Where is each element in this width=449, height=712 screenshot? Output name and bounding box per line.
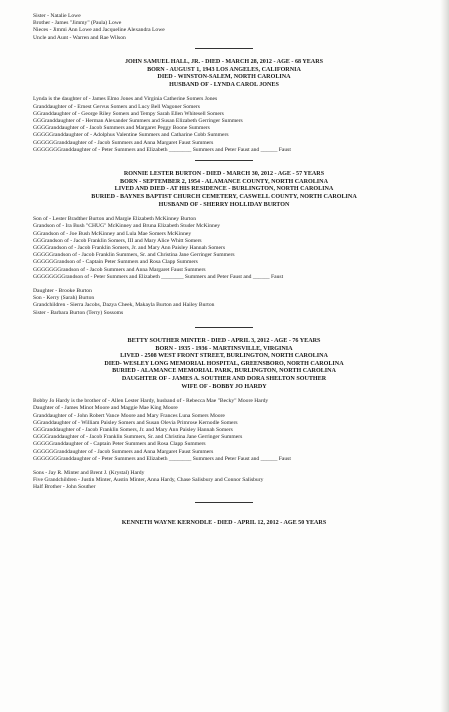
- lineage-line: GGGGGrandson of - Jacob Franklin Summers, Sr. and Christina Jane Gerringer Summers: [33, 252, 235, 259]
- family-line: Half Brother - John Souther: [33, 484, 96, 491]
- intro-line: Nieces - Jimmi Ann Lowe and Jacqueline Alexandra Lowe: [33, 27, 165, 34]
- family-line: Five Grandchildren - Justin Minter, Austin Minter, Anna Hardy, Chase Salisbury and Connor Salisbury: [33, 477, 264, 484]
- lineage-line: GGGGranddaughter of - Jacob Summers and Margaret Peggy Boone Summers: [33, 125, 210, 132]
- intro-block: [33, 13, 429, 42]
- lineage-line: GGGGGGranddaughter of - Jacob Summers and Anna Margaret Faust Summers: [33, 139, 214, 146]
- lineage-line: Lynda is the daughter of - James Elmo Jones and Virginia Catherine Somers Jones: [33, 96, 218, 103]
- intro-line: Brother - James "Jimmy" (Paula) Lowe: [33, 20, 122, 27]
- obituary-entry-hall: [33, 59, 429, 154]
- lineage-line: Granddaughter of - John Robert Vance Moore and Mary Frances Luna Somers Moore: [33, 412, 225, 419]
- family-line: Grandchildren - Sierra Jacobs, Dazya Cheek, Makayla Burton and Hailey Burton: [33, 302, 215, 309]
- lineage-line: GGGrandson of - Jacob Franklin Somers, III and Mary Alice Whitt Somers: [33, 237, 202, 244]
- family-line: Son - Kerry (Sarah) Burton: [33, 295, 95, 302]
- lineage-line: GGGGGGGGrandson of - Peter Summers and Elizabeth ________ Summers and Peter Faust and ______ Faust: [33, 273, 284, 280]
- entry-header-line: WIFE OF - BOBBY JO HARDY: [181, 383, 267, 390]
- obituary-entry-minter: [33, 338, 429, 492]
- intro-line: Sister - Natalie Lowe: [33, 13, 81, 19]
- entry-header-line: BURIED - BAYNES BAPTIST CHURCH CEMETERY, CASWELL COUNTY, NORTH CAROLINA: [91, 194, 357, 200]
- lineage-line: GGGGGGrandson of - Captain Peter Summers and Rosa Clapp Summers: [33, 259, 198, 266]
- intro-line: Uncle and Aunt - Warren and Rae Wilson: [33, 34, 126, 41]
- family-line: Sister - Barbara Burton (Terry) Sossoms: [33, 309, 124, 316]
- lineage-line: Grandson of - Ira Bush "CHUG" McKinney and Bruna Elizabeth Studer McKinney: [33, 223, 221, 230]
- page-fold-shadow: [440, 0, 449, 712]
- entry-header-line: RONNIE LESTER BURTON - DIED - MARCH 30, 2012 - AGE - 57 YEARS: [123, 171, 325, 178]
- lineage-line: GGGGGGGranddaughter of - Peter Summers and Elizabeth ________ Summers and Peter Faust and ______ Faust: [33, 146, 291, 153]
- obituary-entry-burton: [33, 171, 429, 317]
- lineage-line: Bobby Jo Hardy is the brother of - Allen Lester Hardy, husband of - Rebecca Mae "Becky" Moore Hardy: [33, 398, 269, 405]
- lineage-line: GGGGrandson of - Jacob Franklin Somers, Jr. and Mary Ann Paisley Hannah Somers: [33, 245, 226, 251]
- lineage-line: GGranddaughter of - George Riley Somers and Tempy Sarah Ellen Whitesell Somers: [33, 110, 224, 117]
- lineage-line: Son of - Lester Bradther Burton and Margie Elizabeth McKinney Burton: [33, 216, 197, 223]
- section-divider: [33, 324, 429, 331]
- section-divider: [33, 499, 429, 506]
- entry-header-line: BURIED - ALAMANCE MEMORIAL PARK, BURLINGTON, NORTH CAROLINA: [112, 368, 336, 375]
- entry-header-line: LIVED AND DIED - AT HIS RESIDENCE - BURLINGTON, NORTH CAROLINA: [114, 186, 334, 193]
- section-divider: [33, 45, 429, 52]
- lineage-line: GGGranddaughter of - Jacob Franklin Somers, Jr. and Mary Ann Paisley Hannah Somers: [33, 427, 233, 433]
- entry-header-line: BORN - 1935 - 1936 - MARTINSVILLE, VIRGINIA: [155, 345, 293, 352]
- family-line: Sons - Jay R. Minter and Brent J. (Krystal) Hardy: [33, 470, 145, 477]
- entry-header-line: DIED- WESLEY LONG MEMORIAL HOSPITAL, GREENSBORO, NORTH CAROLINA: [104, 360, 344, 367]
- entry-header-line: HUSBAND OF - LYNDA CAROL JONES: [169, 81, 279, 88]
- entry-header-line: LIVED - 2508 WEST FRONT STREET, BURLINGTON, NORTH CAROLINA: [120, 353, 328, 360]
- lineage-line: Granddaughter of - Ernest Gervus Somers and Lucy Bell Wagoner Somers: [33, 103, 200, 110]
- lineage-line: GGGGGGranddaughter of - Jacob Summers and Anna Margaret Faust Summers: [33, 448, 214, 455]
- entry-header-line: DIED - WINSTON-SALEM, NORTH CAROLINA: [157, 74, 291, 81]
- lineage-line: GGGGranddaughter of - Jacob Franklin Summers, Sr. and Christina Jane Gerringer Summers: [33, 434, 243, 441]
- entry-header-line: BORN - AUGUST 1, 1943 LOS ANGELES, CALIFORNIA: [147, 66, 301, 73]
- lineage-line: Daughter of - James Minot Moore and Maggie Mae King Moore: [33, 405, 178, 412]
- family-line: Daughter - Brooke Burton: [33, 288, 92, 295]
- lineage-line: GGGGGGGrandson of - Jacob Summers and Anna Margaret Faust Summers: [33, 266, 206, 273]
- lineage-line: GGGGGranddaughter of - Captain Peter Summers and Rosa Clapp Summers: [33, 441, 206, 448]
- entry-header-line: BETTY SOUTHER MINTER - DIED - APRIL 3, 2012 - AGE - 76 YEARS: [127, 338, 321, 345]
- entry-header-line: HUSBAND OF - SHERRY HOLLIDAY BURTON: [158, 201, 290, 208]
- lineage-line: GGranddaughter of - William Paisley Somers and Susan Olevia Primrose Kernodle Somers: [33, 419, 238, 426]
- lineage-line: GGGGGranddaughter of - Adolphus Valentine Summers and Catharine Cobb Summers: [33, 132, 229, 139]
- entry-header-line: BORN - SEPTEMBER 2, 1954 - ALAMANCE COUNTY, NORTH CAROLINA: [120, 178, 328, 185]
- lineage-line: GGrandson of - Joe Bush McKinney and Lula Mae Somers McKinney: [33, 230, 192, 237]
- section-divider: [33, 157, 429, 164]
- entry-header-line: DAUGHTER OF - JAMES A. SOUTHER AND DORA SHELTON SOUTHER: [121, 376, 327, 382]
- lineage-line: GGGranddaughter of - Herman Alexander Summers and Susan Elizabeth Gerringer Summers: [33, 118, 243, 124]
- lineage-line: GGGGGGGranddaughter of - Peter Summers and Elizabeth ________ Summers and Peter Faust and ______ Faust: [33, 455, 291, 462]
- entry-header-line: JOHN SAMUEL HALL, JR. - DIED - MARCH 28, 2012 - AGE - 68 YEARS: [125, 59, 323, 66]
- final-entry-header: KENNETH WAYNE KERNODLE - DIED - APRIL 12, 2012 - AGE 50 YEARS: [121, 519, 327, 526]
